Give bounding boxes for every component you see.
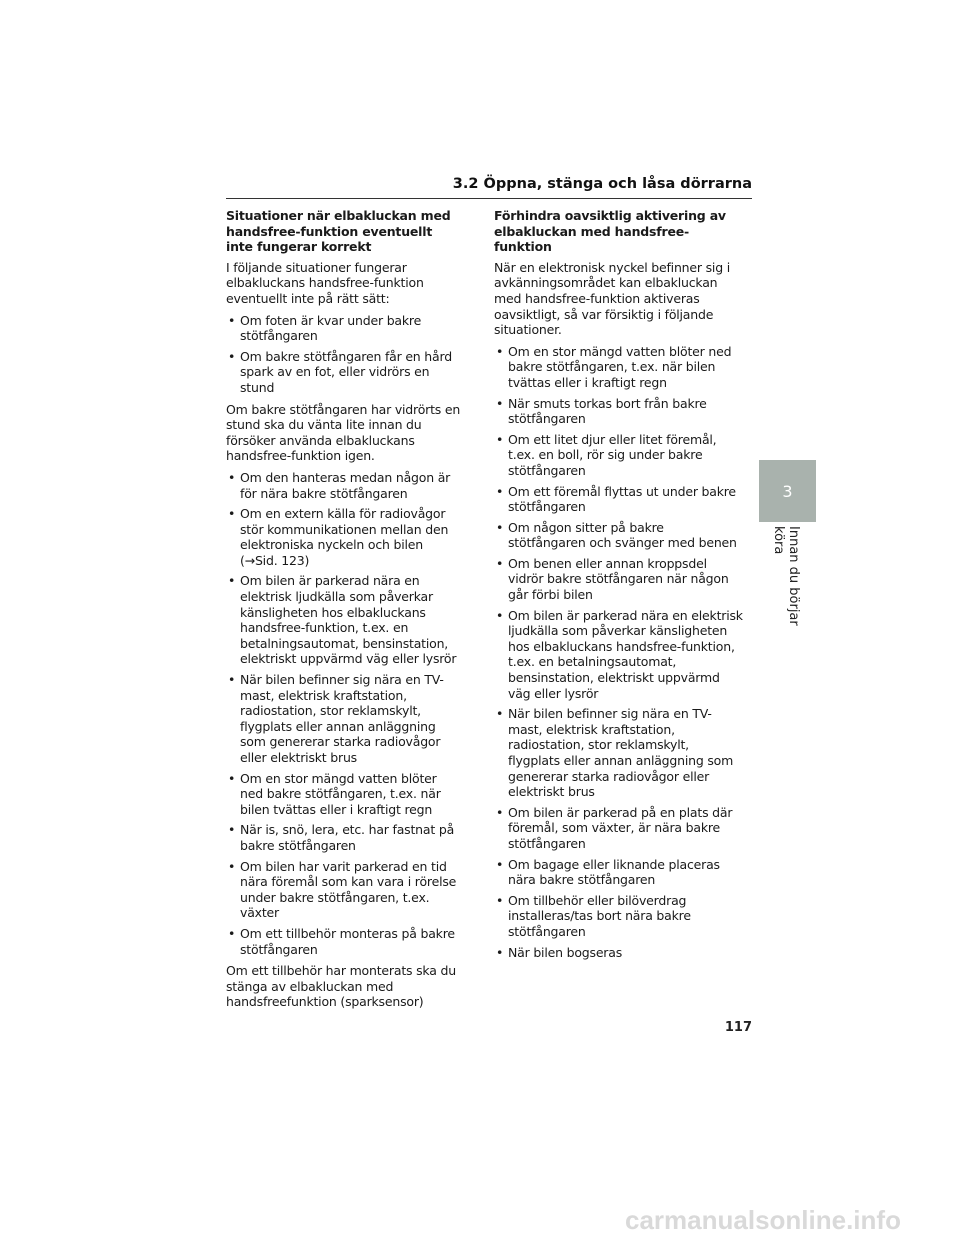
bullet-icon: •	[496, 343, 504, 359]
list-item-text: Om tillbehör eller bilöverdrag installeras/tas bort nära bakre stötfångaren	[508, 892, 691, 939]
right-column	[494, 208, 744, 966]
list-item	[494, 706, 744, 800]
list-item-text: När bilen befinner sig nära en TV-mast, elektrisk kraftstation, radiostation, stor reklamskylt, flygplats eller annan anläggning som genererar starka radiovågor eller elektriskt brus	[508, 706, 734, 800]
list-item	[494, 432, 744, 479]
list-item	[494, 805, 744, 852]
page-number: 117	[724, 1020, 752, 1035]
list-item-text: Om bilen är parkerad på en plats där föremål, som växter, är nära bakre stötfångaren	[508, 804, 733, 851]
list-item	[494, 857, 744, 888]
list-item-text: Om bilen är parkerad nära en elektrisk ljudkälla som påverkar känsligheten hos elbakluckans handsfree-funktion, t.ex. en betalningsautomat, bensinstation, elektriskt uppvärmd väg eller lysrör	[508, 607, 743, 701]
list-item	[226, 859, 462, 921]
bullet-icon: •	[228, 573, 236, 589]
left-list-2	[226, 470, 462, 957]
list-item-text: Om bakre stötfångaren får en hård spark av en fot, eller vidrörs en stund	[240, 348, 452, 395]
bullet-icon: •	[496, 892, 504, 908]
list-item-text: Om bagage eller liknande placeras nära bakre stötfångaren	[508, 856, 720, 888]
list-item-text: Om foten är kvar under bakre stötfångaren	[240, 312, 422, 344]
watermark: carmanualsonline.info	[625, 1205, 901, 1235]
chapter-number: 3	[782, 481, 793, 501]
header-divider	[226, 198, 752, 199]
bullet-icon: •	[496, 944, 504, 960]
bullet-icon: •	[496, 483, 504, 499]
section-header: 3.2 Öppna, stänga och låsa dörrarna	[452, 176, 752, 192]
bullet-icon: •	[228, 925, 236, 941]
list-item-text: Om benen eller annan kroppsdel vidrör bakre stötfångaren när någon går förbi bilen	[508, 555, 729, 603]
list-item-text: Om någon sitter på bakre stötfångaren och svänger med benen	[508, 519, 737, 551]
list-item	[494, 396, 744, 427]
left-list-1	[226, 313, 462, 396]
list-item	[494, 893, 744, 940]
list-item-text: När bilen befinner sig nära en TV-mast, elektrisk kraftstation, radiostation, stor reklamskylt, flygplats eller annan anläggning som genererar starka radiovågor eller elektriskt brus	[240, 672, 444, 765]
list-item-text: Om ett tillbehör monteras på bakre stötfångaren	[240, 925, 455, 957]
list-item	[226, 771, 462, 818]
bullet-icon: •	[496, 555, 504, 571]
bullet-icon: •	[496, 856, 504, 872]
list-item-text: När bilen bogseras	[508, 944, 623, 960]
bullet-icon: •	[228, 858, 236, 874]
list-item-text: Om bilen är parkerad nära en elektrisk ljudkälla som påverkar känsligheten hos elbakluckans handsfree-funktion, t.ex. en betalningsautomat, bensinstation, elektriskt uppvärmd väg eller lysrör	[240, 573, 457, 667]
bullet-icon: •	[496, 706, 504, 722]
list-item-text: När smuts torkas bort från bakre stötfångaren	[508, 395, 707, 427]
bullet-icon: •	[228, 506, 236, 522]
list-item	[494, 608, 744, 702]
left-paragraph-3: Om ett tillbehör har monterats ska du stänga av elbakluckan med handsfreefunktion (sparksensor)	[226, 963, 456, 1010]
list-item	[494, 556, 744, 603]
list-item-text: Om en extern källa för radiovågor stör kommunikationen mellan den elektroniska nyckeln och bilen (→Sid. 123)	[240, 506, 449, 568]
list-item	[226, 573, 462, 667]
list-item	[494, 520, 744, 551]
list-item-text: Om en stor mängd vatten blöter ned bakre stötfångaren, t.ex. när bilen tvättas eller i kraftigt regn	[240, 770, 441, 817]
bullet-icon: •	[228, 770, 236, 786]
list-item	[226, 672, 462, 766]
right-list	[494, 344, 744, 960]
right-intro: När en elektronisk nyckel befinner sig i avkänningsområdet kan elbakluckan med handsfree-funktion aktiveras oavsiktligt, så var försiktig i följande situationer.	[494, 259, 730, 338]
list-item	[494, 344, 744, 391]
bullet-icon: •	[496, 804, 504, 820]
left-intro: I följande situationer fungerar elbakluckans handsfree-funktion eventuellt inte på rätt sätt:	[226, 259, 424, 306]
list-item	[226, 349, 462, 396]
list-item[interactable]	[226, 506, 462, 568]
bullet-icon: •	[496, 395, 504, 411]
list-item	[226, 470, 462, 501]
list-item-text: Om bilen har varit parkerad en tid nära föremål som kan vara i rörelse under bakre stötfångaren, t.ex. växter	[240, 858, 457, 921]
chapter-label: Innan du börjar köra	[771, 526, 801, 626]
left-heading: Situationer när elbakluckan med handsfree-funktion eventuellt inte fungerar korrekt	[226, 208, 451, 255]
list-item-text: Om ett föremål flyttas ut under bakre stötfångaren	[508, 483, 736, 515]
list-item	[226, 822, 462, 853]
list-item-text: Om en stor mängd vatten blöter ned bakre stötfångaren, t.ex. när bilen tvättas eller i kraftigt regn	[508, 343, 732, 390]
list-item-text: Om ett litet djur eller litet föremål, t.ex. en boll, rör sig under bakre stötfångaren	[508, 431, 717, 478]
list-item	[494, 484, 744, 515]
list-item-text: Om den hanteras medan någon är för nära bakre stötfångaren	[240, 469, 451, 501]
right-heading: Förhindra oavsiktlig aktivering av elbakluckan med handsfree-funktion	[494, 208, 726, 255]
list-item	[226, 313, 462, 344]
left-column	[226, 208, 462, 1016]
left-paragraph-2: Om bakre stötfångaren har vidrörts en stund ska du vänta lite innan du försöker använda elbakluckans handsfree-funktion igen.	[226, 401, 461, 464]
bullet-icon: •	[228, 348, 236, 364]
list-item	[494, 945, 744, 961]
bullet-icon: •	[496, 607, 504, 623]
bullet-icon: •	[228, 672, 236, 688]
chapter-tab[interactable]	[759, 460, 816, 522]
bullet-icon: •	[228, 822, 236, 838]
list-item	[226, 926, 462, 957]
bullet-icon: •	[496, 519, 504, 535]
list-item-text: När is, snö, lera, etc. har fastnat på bakre stötfångaren	[240, 822, 455, 853]
bullet-icon: •	[228, 312, 236, 328]
bullet-icon: •	[228, 469, 236, 485]
bullet-icon: •	[496, 431, 504, 447]
